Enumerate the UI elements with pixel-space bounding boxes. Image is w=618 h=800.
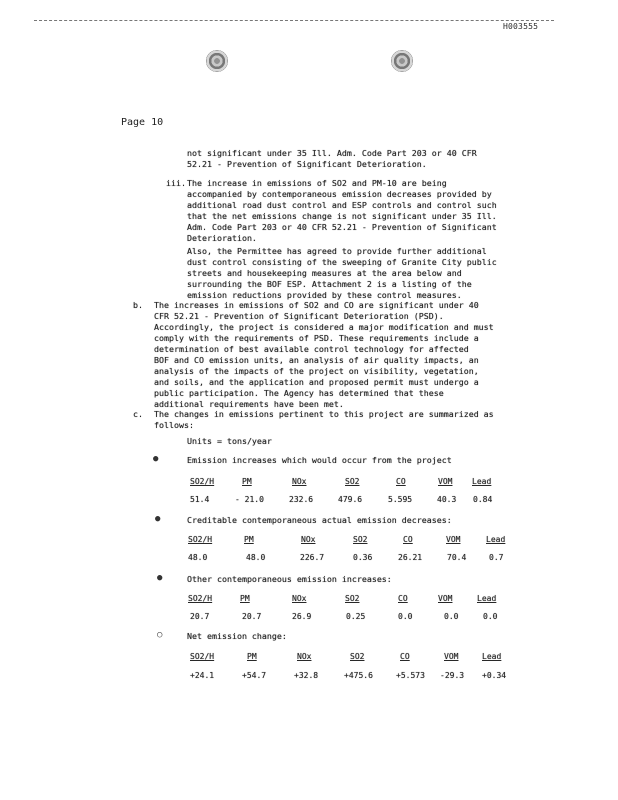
paragraph-line: additional road dust control and ESP controls and control such — [187, 200, 497, 210]
paragraph-line: The increase in emissions of SO2 and PM-10 are being — [187, 178, 447, 188]
table-cell: 26.21 — [398, 553, 423, 562]
document-id: H003555 — [503, 22, 539, 31]
table-cell: 0.25 — [346, 612, 366, 621]
col-header: SO2/H — [190, 477, 215, 486]
header-rule — [34, 20, 554, 21]
col-header: SO2 — [345, 594, 360, 603]
col-header: CO — [396, 477, 406, 486]
item-number: iii. — [166, 178, 186, 188]
table-cell: 0.7 — [489, 553, 504, 562]
col-header: VOM — [444, 652, 459, 661]
table-cell: +54.7 — [242, 671, 267, 680]
paragraph-line: additional requirements have been met. — [154, 399, 344, 409]
col-header: NOx — [292, 594, 307, 603]
paragraph-line: accompanied by contemporaneous emission decreases provided by — [187, 189, 492, 199]
table-caption: Other contemporaneous emission increases: — [187, 574, 392, 584]
table-cell: - 21.0 — [235, 495, 264, 504]
col-header: NOx — [301, 535, 316, 544]
table-cell: 5.595 — [388, 495, 413, 504]
paragraph-line: follows: — [154, 420, 194, 430]
col-header: CO — [403, 535, 413, 544]
table-cell: +0.34 — [482, 671, 507, 680]
paragraph-line: analysis of the impacts of the project on visibility, vegetation, — [154, 366, 479, 376]
col-header: SO2 — [353, 535, 368, 544]
table-cell: +32.8 — [294, 671, 319, 680]
right-seal-icon — [391, 50, 413, 72]
paragraph-line: and soils, and the application and proposed permit must undergo a — [154, 377, 479, 387]
paragraph-line: BOF and CO emission units, an analysis of air quality impacts, an — [154, 355, 479, 365]
col-header: Lead — [472, 477, 492, 486]
bullet-icon: ● — [157, 573, 163, 583]
table-cell: 232.6 — [289, 495, 314, 504]
col-header: NOx — [297, 652, 312, 661]
col-header: Lead — [486, 535, 506, 544]
page-label: Page 10 — [121, 117, 164, 128]
paragraph-line: The increases in emissions of SO2 and CO are significant under 40 — [154, 300, 479, 310]
col-header: SO2 — [345, 477, 360, 486]
table-cell: 20.7 — [190, 612, 210, 621]
bullet-icon: ○ — [157, 630, 163, 640]
paragraph-line: surrounding the BOF ESP. Attachment 2 is a listing of the — [187, 279, 472, 289]
table-caption: Emission increases which would occur from the project — [187, 455, 452, 465]
table-cell: +5.573 — [396, 671, 425, 680]
continuation-line: not significant under 35 Ill. Adm. Code Part 203 or 40 CFR — [187, 148, 477, 158]
table-cell: 0.36 — [353, 553, 373, 562]
paragraph-line: Also, the Permittee has agreed to provide further additional — [187, 246, 487, 256]
col-header: VOM — [446, 535, 461, 544]
col-header: PM — [247, 652, 257, 661]
table-cell: 479.6 — [338, 495, 363, 504]
col-header: SO2/H — [188, 594, 213, 603]
table-cell: 0.84 — [473, 495, 493, 504]
table-cell: 51.4 — [190, 495, 210, 504]
paragraph-line: Adm. Code Part 203 or 40 CFR 52.21 - Prevention of Significant — [187, 222, 497, 232]
col-header: SO2 — [350, 652, 365, 661]
table-caption: Net emission change: — [187, 631, 287, 641]
col-header: PM — [242, 477, 252, 486]
bullet-icon: ● — [153, 454, 159, 464]
table-cell: 20.7 — [242, 612, 262, 621]
paragraph-line: public participation. The Agency has determined that these — [154, 388, 444, 398]
col-header: NOx — [292, 477, 307, 486]
item-number: b. — [133, 300, 143, 310]
table-cell: +24.1 — [190, 671, 215, 680]
table-cell: 48.0 — [188, 553, 208, 562]
paragraph-line: emission reductions provided by these control measures. — [187, 290, 462, 300]
table-cell: 0.0 — [483, 612, 498, 621]
col-header: Lead — [482, 652, 502, 661]
table-cell: 0.0 — [398, 612, 413, 621]
item-number: c. — [133, 409, 143, 419]
table-cell: +475.6 — [344, 671, 373, 680]
table-cell: 26.9 — [292, 612, 312, 621]
col-header: Lead — [477, 594, 497, 603]
table-cell: 70.4 — [447, 553, 467, 562]
table-cell: 226.7 — [300, 553, 325, 562]
col-header: SO2/H — [190, 652, 215, 661]
col-header: CO — [398, 594, 408, 603]
table-cell: 48.0 — [246, 553, 266, 562]
col-header: PM — [244, 535, 254, 544]
table-cell: 40.3 — [437, 495, 457, 504]
units-label: Units = tons/year — [187, 436, 272, 446]
paragraph-line: CFR 52.21 - Prevention of Significant Deterioration (PSD). — [154, 311, 444, 321]
paragraph-line: Accordingly, the project is considered a major modification and must — [154, 322, 494, 332]
col-header: CO — [400, 652, 410, 661]
col-header: VOM — [438, 477, 453, 486]
paragraph-line: dust control consisting of the sweeping of Granite City public — [187, 257, 497, 267]
col-header: PM — [240, 594, 250, 603]
table-caption: Creditable contemporaneous actual emission decreases: — [187, 515, 452, 525]
col-header: VOM — [438, 594, 453, 603]
left-seal-icon — [206, 50, 228, 72]
col-header: SO2/H — [188, 535, 213, 544]
table-cell: 0.0 — [444, 612, 459, 621]
paragraph-line: that the net emissions change is not significant under 35 Ill. — [187, 211, 497, 221]
table-cell: -29.3 — [440, 671, 465, 680]
bullet-icon: ● — [155, 514, 161, 524]
paragraph-line: Deterioration. — [187, 233, 257, 243]
paragraph-line: The changes in emissions pertinent to this project are summarized as — [154, 409, 494, 419]
continuation-line: 52.21 - Prevention of Significant Deterioration. — [187, 159, 427, 169]
paragraph-line: determination of best available control technology for affected — [154, 344, 469, 354]
paragraph-line: comply with the requirements of PSD. These requirements include a — [154, 333, 479, 343]
paragraph-line: streets and housekeeping measures at the area below and — [187, 268, 462, 278]
